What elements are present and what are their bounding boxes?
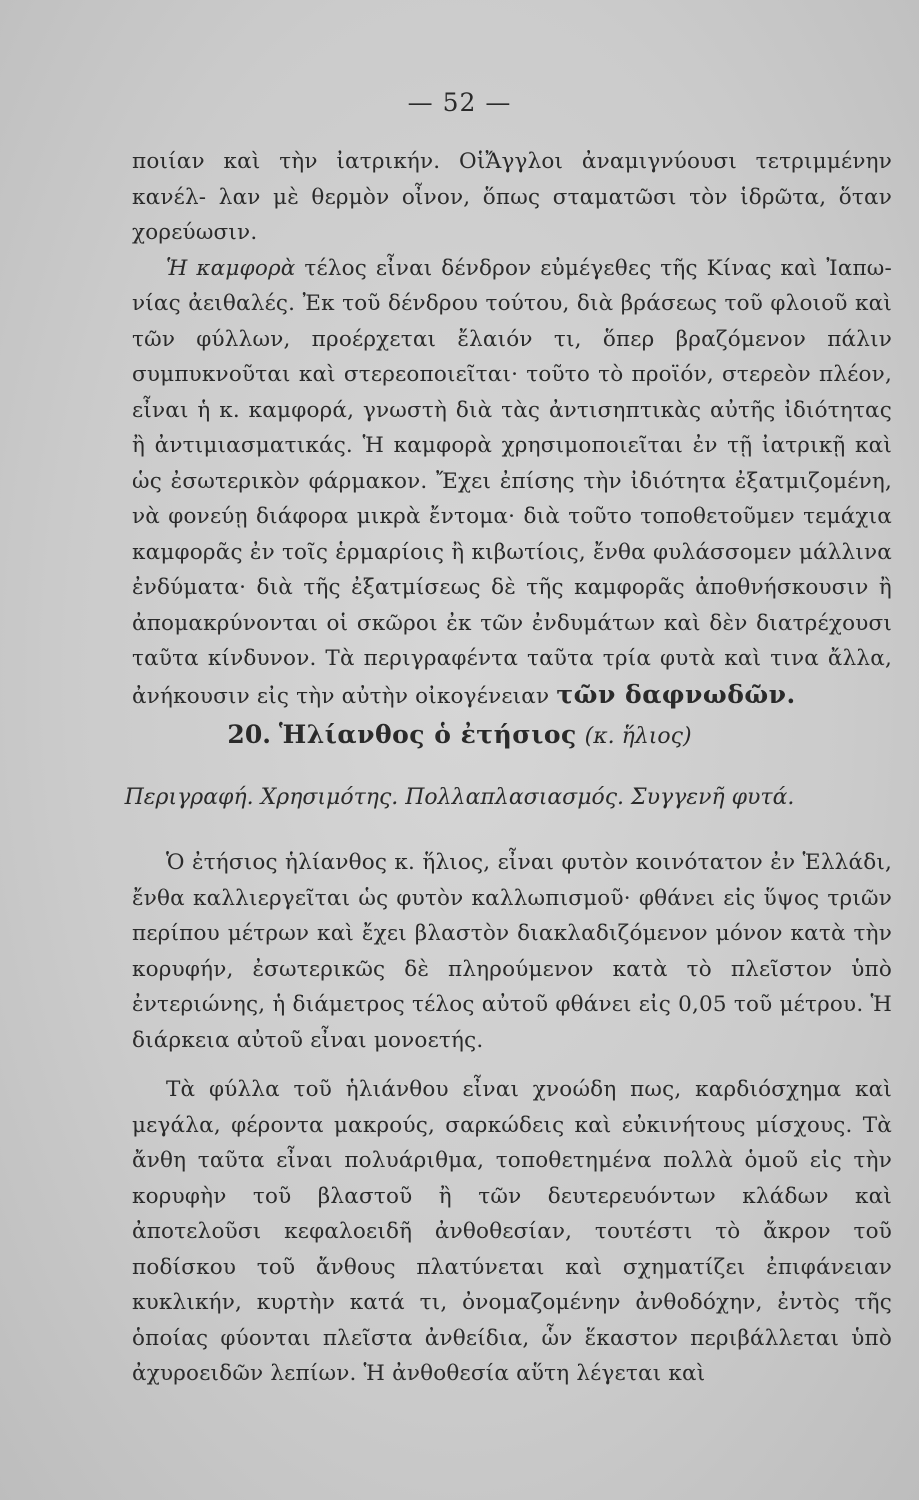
top-text-block [132, 144, 892, 714]
section-number: 20. [227, 720, 271, 749]
section-title: Ἡλίανθος ὁ ἐτήσιος [278, 720, 577, 749]
text-line: ποιίαν καὶ τὴν ἰατρικήν. ΟἱἌγγλοι ἀναμιγνύουσι τετριμμένην κανέλ- [132, 149, 892, 210]
italic-term: Ἡ καμφορὰ [166, 255, 296, 281]
paragraph-gap [132, 1058, 892, 1072]
bottom-text-block [132, 845, 892, 1392]
paragraph-sunflower-intro: Ὁ ἐτήσιος ἡλίανθος κ. ἥλιος, εἶναι φυτὸν κοινότατον ἐν Ἑλλάδι, ἔνθα καλλιεργεῖται ὡς φυτὸν καλλωπισμοῦ· φθάνει εἰς ὕψος τριῶν περίπου μέτρων καὶ ἔχει βλαστὸν διακλαδιζόμενον μόνον κατὰ τὴν κορυφήν, ἐσωτερικῶς δὲ πληρούμενον κατὰ τὸ πλεῖστον ὑπὸ ἐντεριώνης, ἡ διάμετρος τέλος αὐτοῦ φθάνει εἰς 0,05 τοῦ μέτρου. Ἡ διάρκεια αὐτοῦ εἶναι μονοετής. [132, 850, 892, 1053]
text-line: λαν μὲ θερμὸν οἶνον, ὅπως σταματῶσι τὸν ἱδρῶτα, ὅταν χορεύωσιν. [132, 184, 892, 245]
bold-term: τῶν δαφνωδῶν. [556, 679, 796, 709]
section-heading [0, 720, 919, 749]
section-subtitle: Περιγραφή. Χρησιμότης. Πολλαπλασιασμός. Συγγενῆ φυτά. [124, 785, 795, 810]
paragraph-camphor [132, 251, 892, 715]
paragraph-text: τέλος εἶναι δένδρον εὐμέγεθες τῆς Κίνας καὶ Ἰαπω-νίας ἀειθαλές. Ἐκ τοῦ δένδρου τούτου, διὰ βράσεως τοῦ φλοιοῦ καὶ τῶν φύλλων, προέρχεται ἔλαιόν τι, ὅπερ βραζόμενον πάλιν συμπυκνοῦται καὶ στερεοποιεῖται· τοῦτο τὸ προϊόν, στερεὸν πλέον, εἶναι ἡ κ. καμφορά, γνωστὴ διὰ τὰς ἀντισηπτικὰς αὐτῆς ἰδιότητας ἢ ἀντιμιασματικάς. Ἡ καμφορὰ χρησιμοποιεῖται ἐν τῇ ἰατρικῇ καὶ ὡς ἐσωτερικὸν φάρμακον. Ἔχει ἐπίσης τὴν ἰδιότητα ἐξατμιζομένη, νὰ φονεύῃ διάφορα μικρὰ ἔντομα· διὰ τοῦτο τοποθετοῦμεν τεμάχια καμφορᾶς ἐν τοῖς ἑρμαρίοις ἢ κιβωτίοις, ἔνθα φυλάσσομεν μάλλινα ἐνδύματα· διὰ τῆς ἐξατμίσεως δὲ τῆς καμφορᾶς ἀποθνήσκουσιν ἢ ἀπομακρύνονται οἱ σκῶροι ἐκ τῶν ἐνδυμάτων καὶ δὲν διατρέχουσι ταῦτα κίνδυνον. Τὰ περιγραφέντα ταῦτα τρία φυτὰ καὶ τινα ἄλλα, ἀνήκουσιν εἰς τὴν αὐτὴν οἰκογένειαν [132, 255, 892, 709]
page-number: — 52 — [407, 88, 512, 117]
section-common-name: (κ. ἥλιος) [584, 724, 692, 749]
paragraph-continuation [132, 144, 892, 251]
paragraph-sunflower-leaves: Τὰ φύλλα τοῦ ἡλιάνθου εἶναι χνοώδη πως, καρδιόσχημα καὶ μεγάλα, φέροντα μακρούς, σαρκώδεις καὶ εὐκινήτους μίσχους. Τὰ ἄνθη ταῦτα εἶναι πολυάριθμα, τοποθετημένα πολλὰ ὁμοῦ εἰς τὴν κορυφὴν τοῦ βλαστοῦ ἢ τῶν δευτερευόντων κλάδων καὶ ἀποτελοῦσι κεφαλοειδῆ ἀνθοθεσίαν, τουτέστι τὸ ἄκρον τοῦ ποδίσκου τοῦ ἄνθους πλατύνεται καὶ σχηματίζει ἐπιφάνειαν κυκλικήν, κυρτὴν κατά τι, ὀνομαζομένην ἀνθοδόχην, ἐντὸς τῆς ὁποίας φύονται πλεῖστα ἀνθείδια, ὧν ἕκαστον περιβάλλεται ὑπὸ ἀχυροειδῶν λεπίων. Ἡ ἀνθοθεσία αὕτη λέγεται καὶ [132, 1077, 892, 1386]
